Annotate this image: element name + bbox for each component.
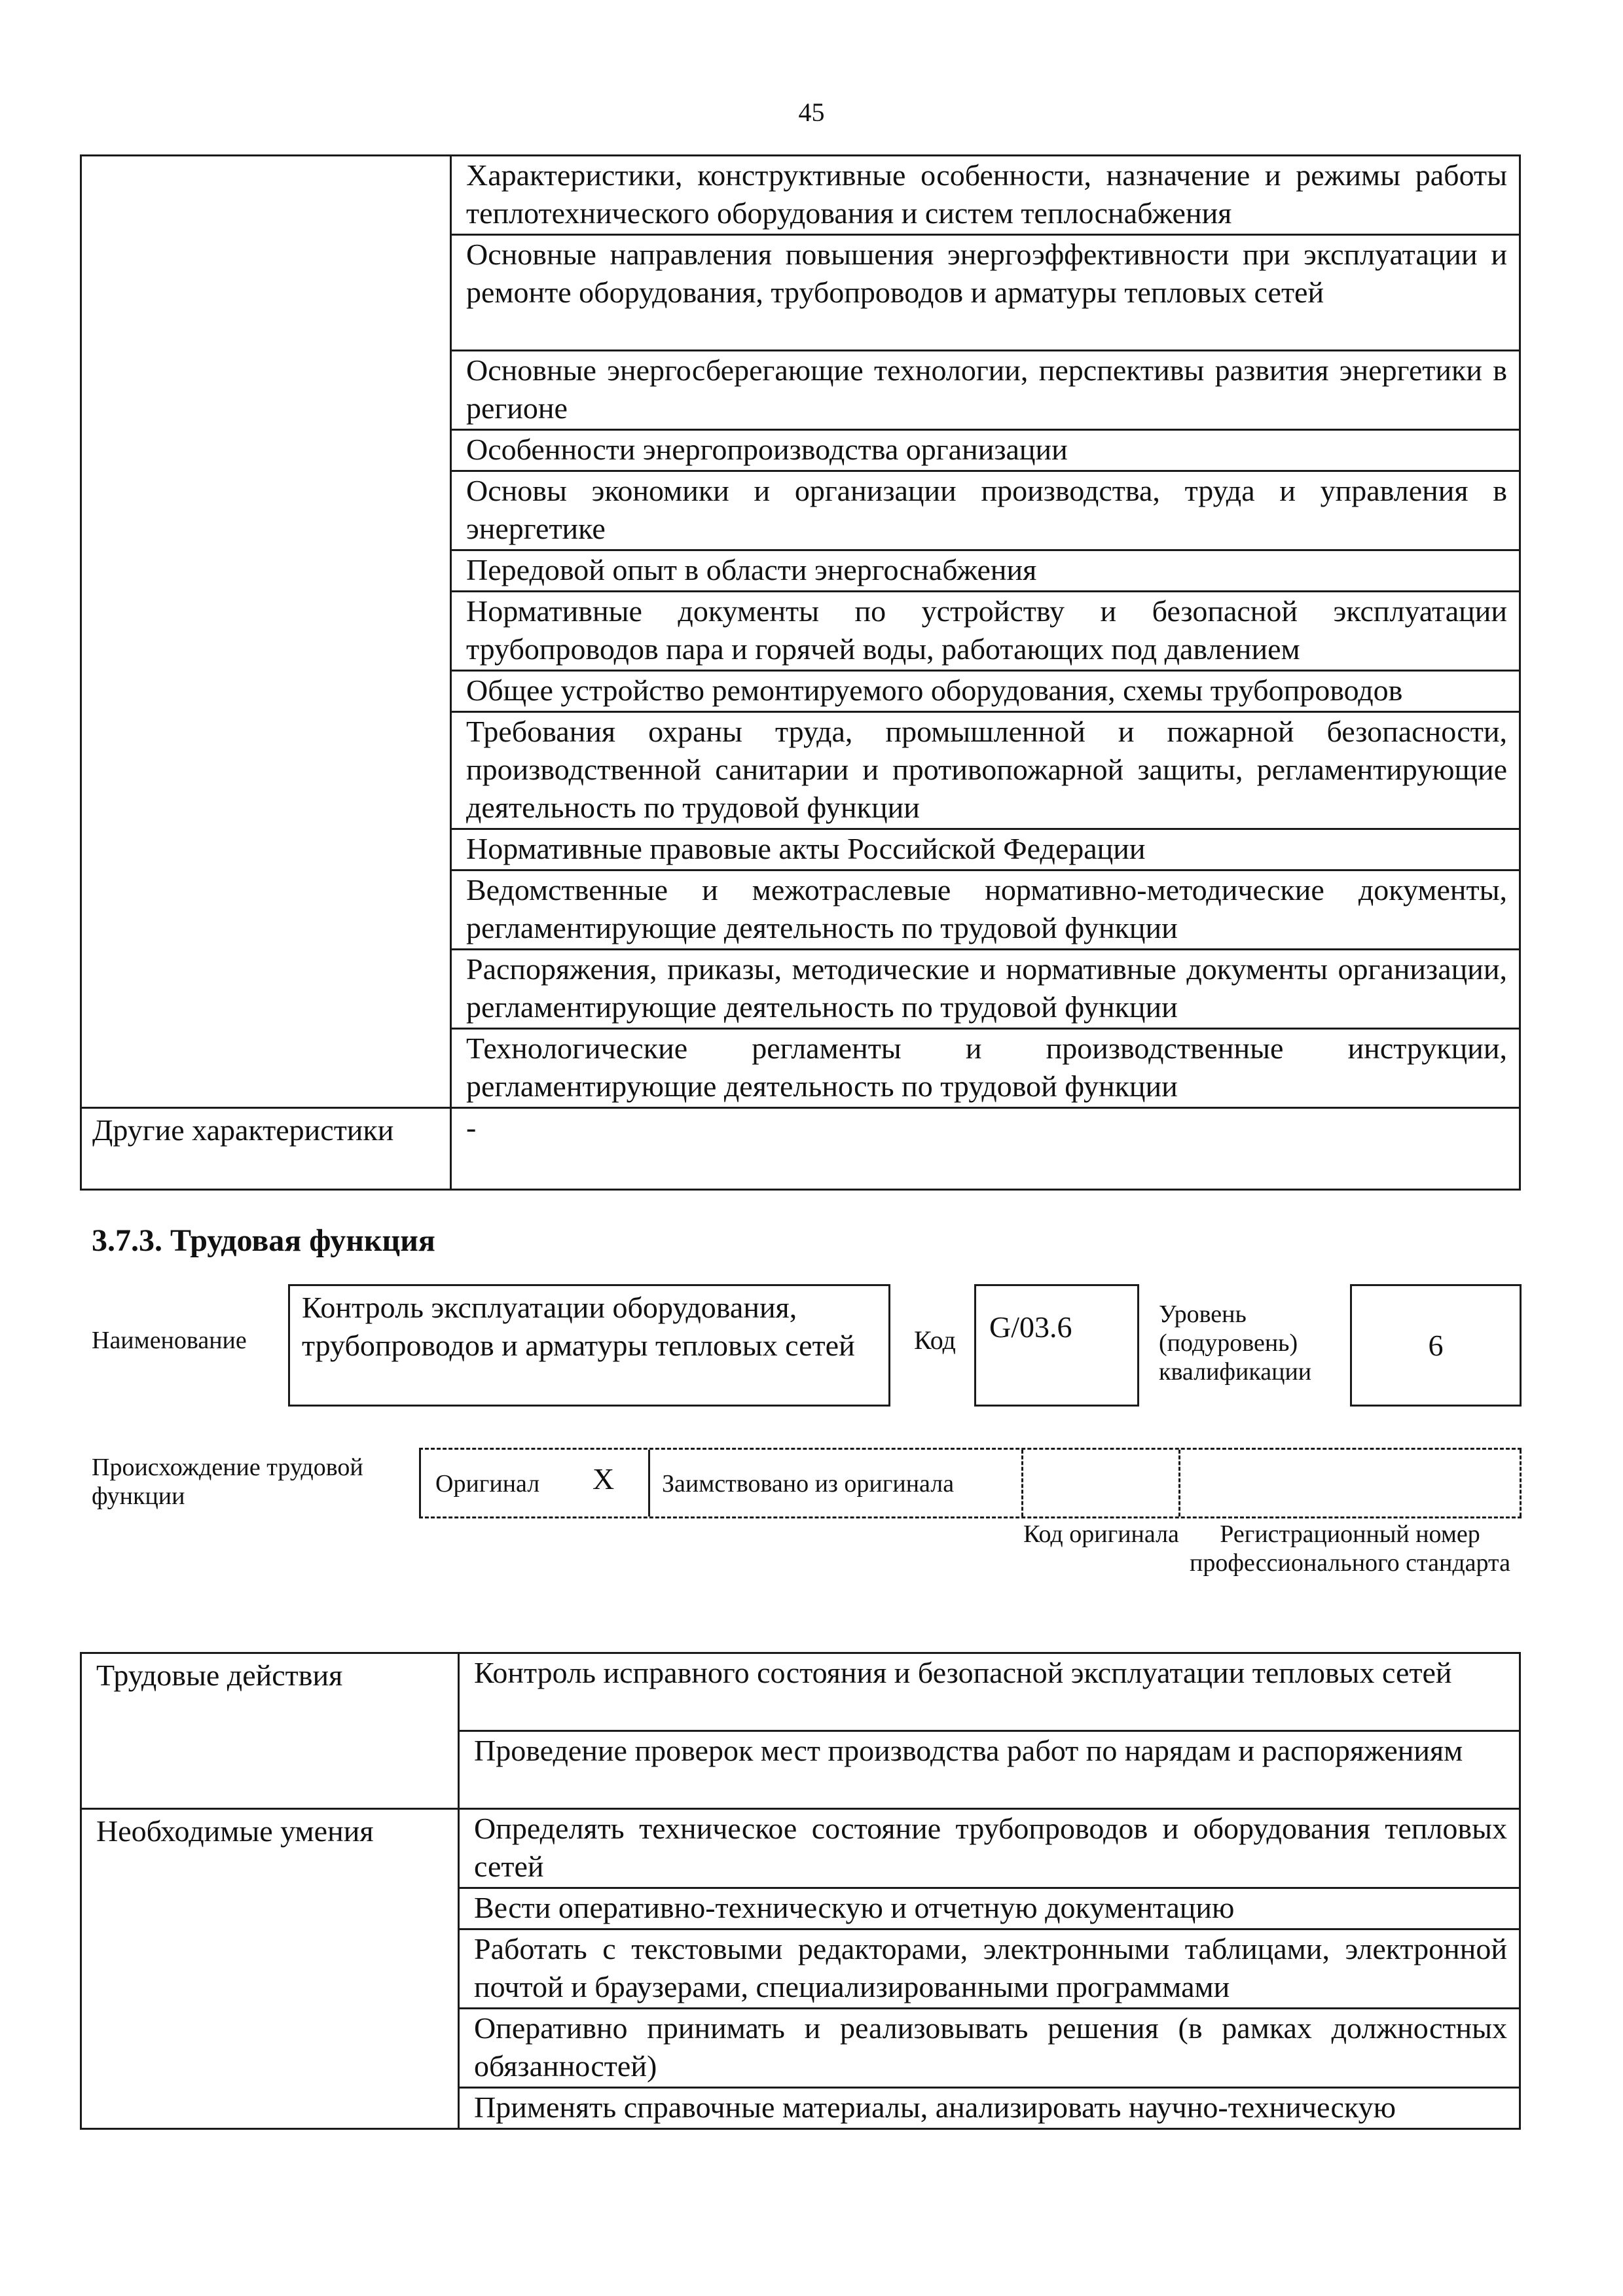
knowledge-item: Общее устройство ремонтируемого оборудования, схемы трубопроводов [451,671,1520,712]
origin-strip [419,1448,1522,1518]
origin-original-cell [419,1450,648,1516]
code-label: Код [914,1325,956,1355]
action-item: Проведение проверок мест производства работ по нарядам и распоряжениям [459,1731,1520,1809]
function-name-box: Контроль эксплуатации оборудования, трубопроводов и арматуры тепловых сетей [288,1284,890,1407]
knowledge-item: Распоряжения, приказы, методические и нормативные документы организации, регламентирующие деятельность по трудовой функции [451,950,1520,1029]
knowledge-item: Нормативные правовые акты Российской Федерации [451,829,1520,870]
skill-item: Применять справочные материалы, анализировать научно-техническую [459,2088,1520,2129]
section-title: 3.7.3. Трудовая функция [92,1223,435,1258]
name-label: Наименование [92,1327,247,1354]
knowledge-item: Ведомственные и межотраслевые нормативно-методические документы, регламентирующие деятельность по трудовой функции [451,870,1520,950]
level-value: 6 [1428,1329,1444,1362]
skills-label: Необходимые умения [81,1809,459,2129]
original-mark: X [593,1462,615,1496]
knowledge-table [80,154,1521,1191]
origin-reg-number-cell [1178,1450,1522,1516]
page-number: 45 [798,98,825,127]
origin-reg-caption: Регистрационный номер профессионального стандарта [1190,1520,1510,1577]
table-row [81,1108,1520,1190]
knowledge-label-cell [81,156,451,1108]
origin-borrowed-cell [648,1450,1021,1516]
table-row [81,156,1520,235]
function-code-box: G/03.6 [974,1284,1139,1407]
skill-item: Оперативно принимать и реализовывать решения (в рамках должностных обязанностей) [459,2009,1520,2088]
knowledge-item: Технологические регламенты и производственные инструкции, регламентирующие деятельность по трудовой функции [451,1029,1520,1108]
knowledge-item: Нормативные документы по устройству и безопасной эксплуатации трубопроводов пара и горячей воды, работающих под давлением [451,592,1520,671]
knowledge-item: Характеристики, конструктивные особенности, назначение и режимы работы теплотехнического оборудования и систем теплоснабжения [451,156,1520,235]
knowledge-item: Основные направления повышения энергоэффективности при эксплуатации и ремонте оборудования, трубопроводов и арматуры тепловых сетей [451,235,1520,351]
knowledge-item: Требования охраны труда, промышленной и пожарной безопасности, производственной санитарии и противопожарной защиты, регламентирующие деятельность по трудовой функции [451,712,1520,829]
level-label: Уровень (подуровень) квалификации [1159,1300,1312,1386]
table-row [81,1653,1520,1731]
origin-code-cell [1021,1450,1178,1516]
skill-item: Вести оперативно-техническую и отчетную документацию [459,1888,1520,1929]
skill-item: Работать с текстовыми редакторами, электронными таблицами, электронной почтой и браузерами, специализированными программами [459,1929,1520,2009]
knowledge-item: Особенности энергопроизводства организации [451,430,1520,471]
actions-label: Трудовые действия [81,1653,459,1809]
level-value-box [1350,1284,1522,1407]
other-characteristics-value: - [451,1108,1520,1190]
origin-code-caption: Код оригинала [1023,1520,1179,1548]
origin-label: Происхождение трудовой функции [92,1454,363,1510]
borrowed-label: Заимствовано из оригинала [662,1470,955,1498]
other-characteristics-label: Другие характеристики [81,1108,451,1190]
knowledge-item: Основы экономики и организации производства, труда и управления в энергетике [451,471,1520,550]
table-row [81,1809,1520,1888]
skill-item: Определять техническое состояние трубопроводов и оборудования тепловых сетей [459,1809,1520,1888]
actions-table [80,1652,1521,2130]
knowledge-item: Основные энергосберегающие технологии, перспективы развития энергетики в регионе [451,351,1520,430]
original-label: Оригинал [435,1470,540,1498]
knowledge-item: Передовой опыт в области энергоснабжения [451,550,1520,592]
action-item: Контроль исправного состояния и безопасной эксплуатации тепловых сетей [459,1653,1520,1731]
